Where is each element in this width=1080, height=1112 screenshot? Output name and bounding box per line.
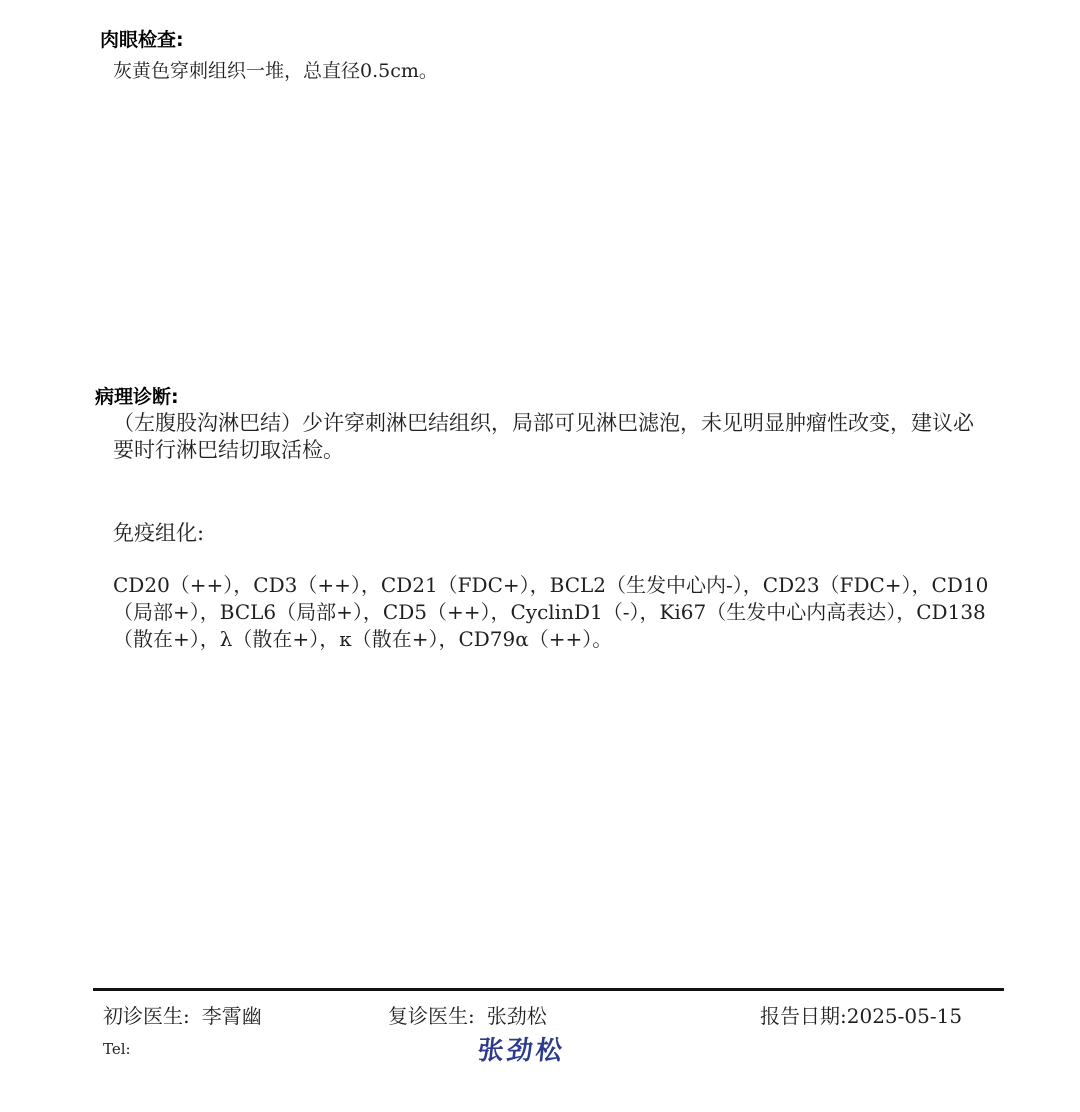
doctor-signature: 张劲松 xyxy=(476,1036,567,1066)
review-doctor-label: 复诊医生: xyxy=(388,1004,475,1028)
footer-divider xyxy=(93,988,1004,991)
diagnosis-text: （左腹股沟淋巴结）少许穿刺淋巴结组织，局部可见淋巴滤泡，未见明显肿瘤性改变，建议必要时行淋巴结切取活检。 xyxy=(113,411,974,462)
gross-exam-text: 灰黄色穿刺组织一堆，总直径0.5cm。 xyxy=(113,60,438,82)
review-doctor-name: 张劲松 xyxy=(486,1004,547,1028)
report-date-label: 报告日期: xyxy=(760,1004,847,1028)
gross-exam-heading: 肉眼检查: xyxy=(100,29,184,51)
review-doctor xyxy=(388,1000,547,1029)
initial-doctor-label: 初诊医生: xyxy=(103,1004,190,1028)
tel-label: Tel: xyxy=(103,1040,131,1058)
report-date-value: 2025-05-15 xyxy=(846,1004,963,1028)
initial-doctor xyxy=(103,1000,262,1029)
initial-doctor-name: 李霄幽 xyxy=(201,1004,262,1028)
ihc-title: 免疫组化: xyxy=(113,521,205,545)
report-date xyxy=(760,1000,962,1029)
diagnosis-heading: 病理诊断: xyxy=(95,386,179,408)
ihc-text: CD20（++），CD3（++），CD21（FDC+），BCL2（生发中心内-），CD23（FDC+），CD10（局部+），BCL6（局部+），CD5（++），CyclinD1（-），Ki67（生发中心内高表达），CD138（散在+），λ（散在+），κ（散在+），CD79α（++）。 xyxy=(113,573,989,651)
